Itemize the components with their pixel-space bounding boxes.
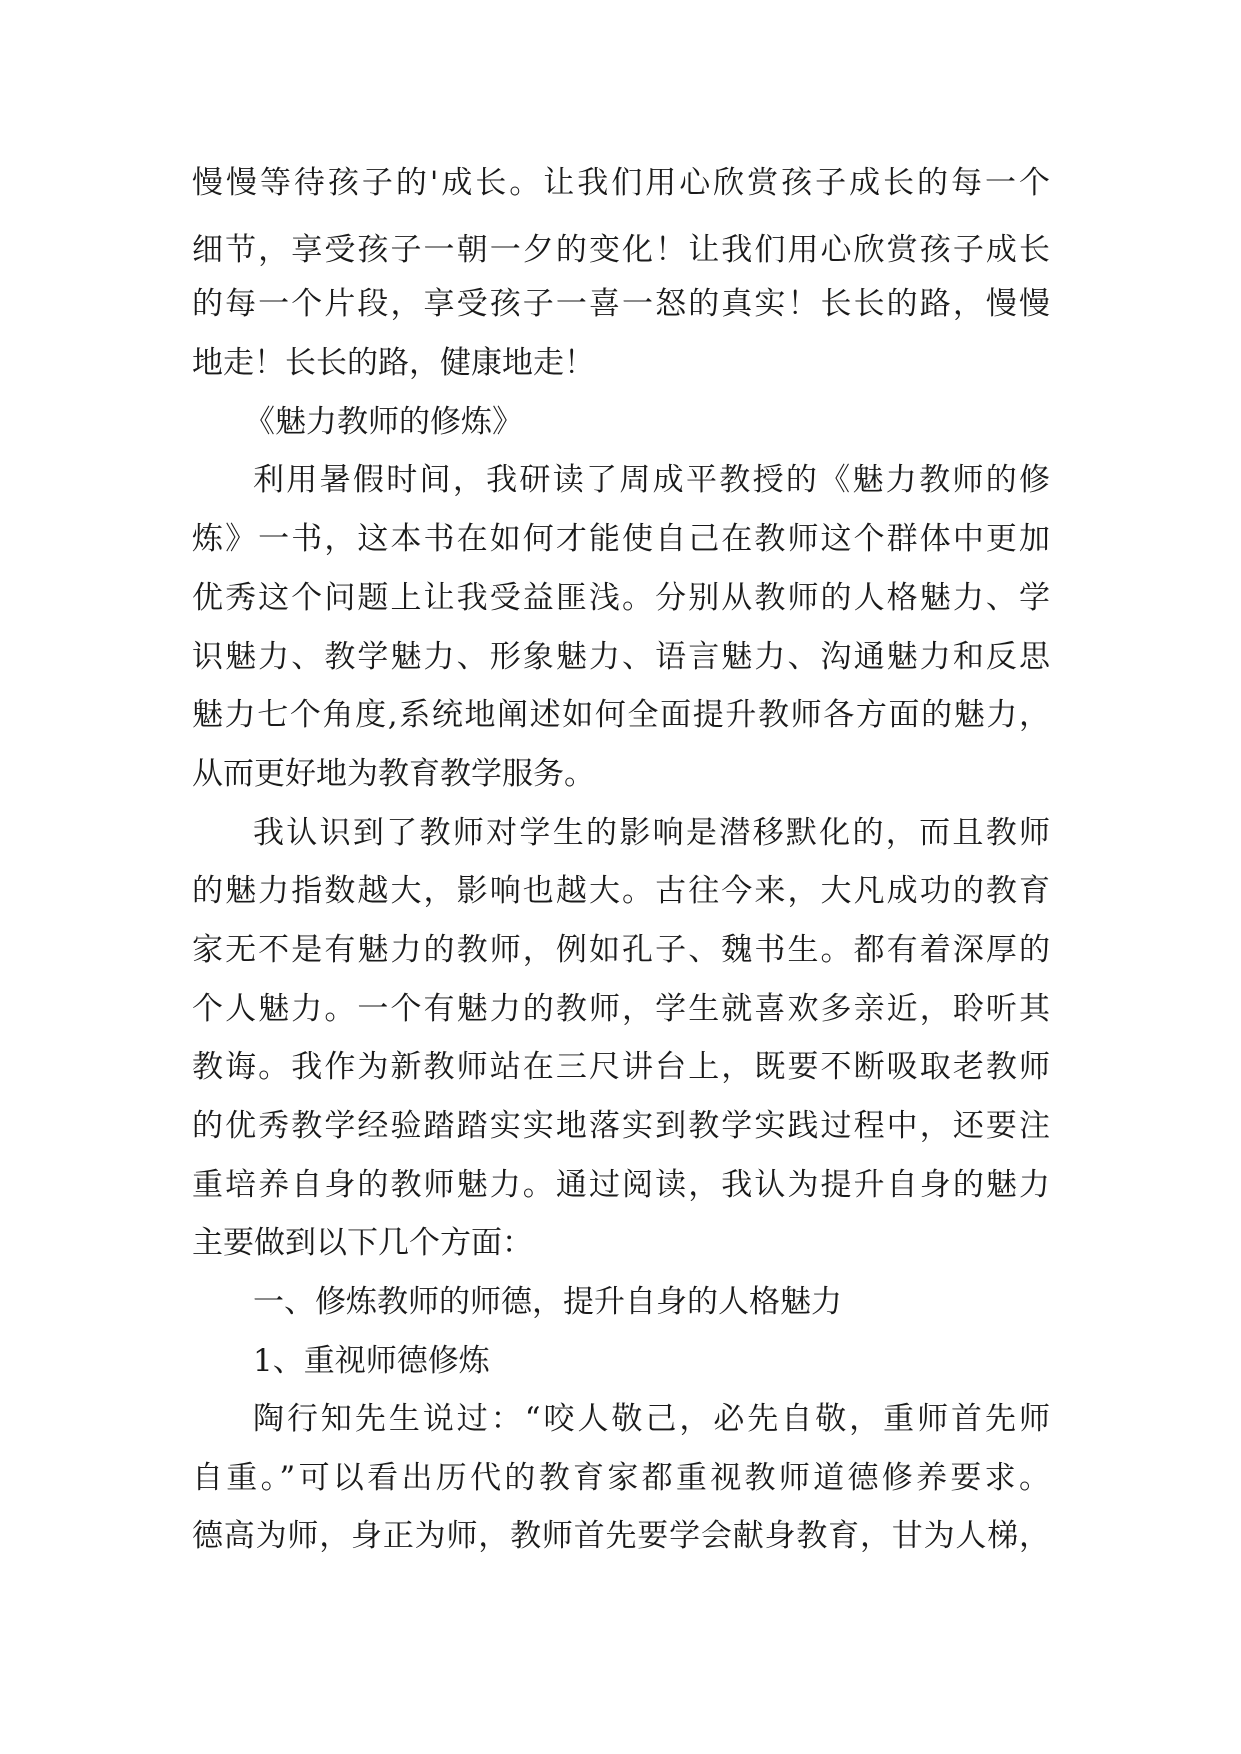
body-text-line: 炼》一书，这本书在如何才能使自己在教师这个群体中更加 (192, 521, 1050, 557)
body-text-line: 的优秀教学经验踏踏实实地落实到教学实践过程中，还要注 (192, 1108, 1050, 1144)
body-text-line: 的魅力指数越大，影响也越大。古往今来，大凡成功的教育 (192, 873, 1050, 909)
body-text-line: 陶行知先生说过：“咬人敬己，必先自敬，重师首先师 (253, 1401, 1050, 1437)
body-text-line: 教诲。我作为新教师站在三尺讲台上，既要不断吸取老教师 (192, 1049, 1050, 1085)
section-heading: 一、修炼教师的师德，提升自身的人格魅力 (253, 1284, 842, 1320)
body-text-line: 地走！长长的路，健康地走！ (192, 345, 595, 381)
body-text-line: 优秀这个问题上让我受益匪浅。分别从教师的人格魅力、学 (192, 580, 1050, 616)
body-text-line: 主要做到以下几个方面： (192, 1225, 533, 1261)
body-text-line: 我认识到了教师对学生的影响是潜移默化的，而且教师 (253, 815, 1050, 851)
body-text-line: 从而更好地为教育教学服务。 (192, 756, 595, 792)
body-text-line: 慢慢等待孩子的'成长。让我们用心欣赏孩子成长的每一个 (192, 165, 1050, 201)
body-text-line: 个人魅力。一个有魅力的教师，学生就喜欢多亲近，聆听其 (192, 991, 1050, 1027)
section-title: 《魅力教师的修炼》 (244, 404, 523, 440)
body-text-line: 利用暑假时间，我研读了周成平教授的《魅力教师的修 (253, 462, 1050, 498)
body-text-line: 德高为师，身正为师，教师首先要学会献身教育，甘为人梯， (192, 1518, 1050, 1554)
body-text-line: 自重。”可以看出历代的教育家都重视教师道德修养要求。 (192, 1460, 1050, 1496)
body-text-line: 识魅力、教学魅力、形象魅力、语言魅力、沟通魅力和反思 (192, 639, 1050, 675)
body-text-line: 家无不是有魅力的教师，例如孔子、魏书生。都有着深厚的 (192, 932, 1050, 968)
body-text-line: 的每一个片段，享受孩子一喜一怒的真实！长长的路，慢慢 (192, 286, 1050, 322)
body-text-line: 细节，享受孩子一朝一夕的变化！让我们用心欣赏孩子成长 (192, 232, 1050, 268)
subsection-heading: 1、重视师德修炼 (253, 1343, 490, 1379)
body-text-line: 重培养自身的教师魅力。通过阅读，我认为提升自身的魅力 (192, 1167, 1050, 1203)
body-text-line: 魅力七个角度,系统地阐述如何全面提升教师各方面的魅力， (192, 697, 1050, 733)
